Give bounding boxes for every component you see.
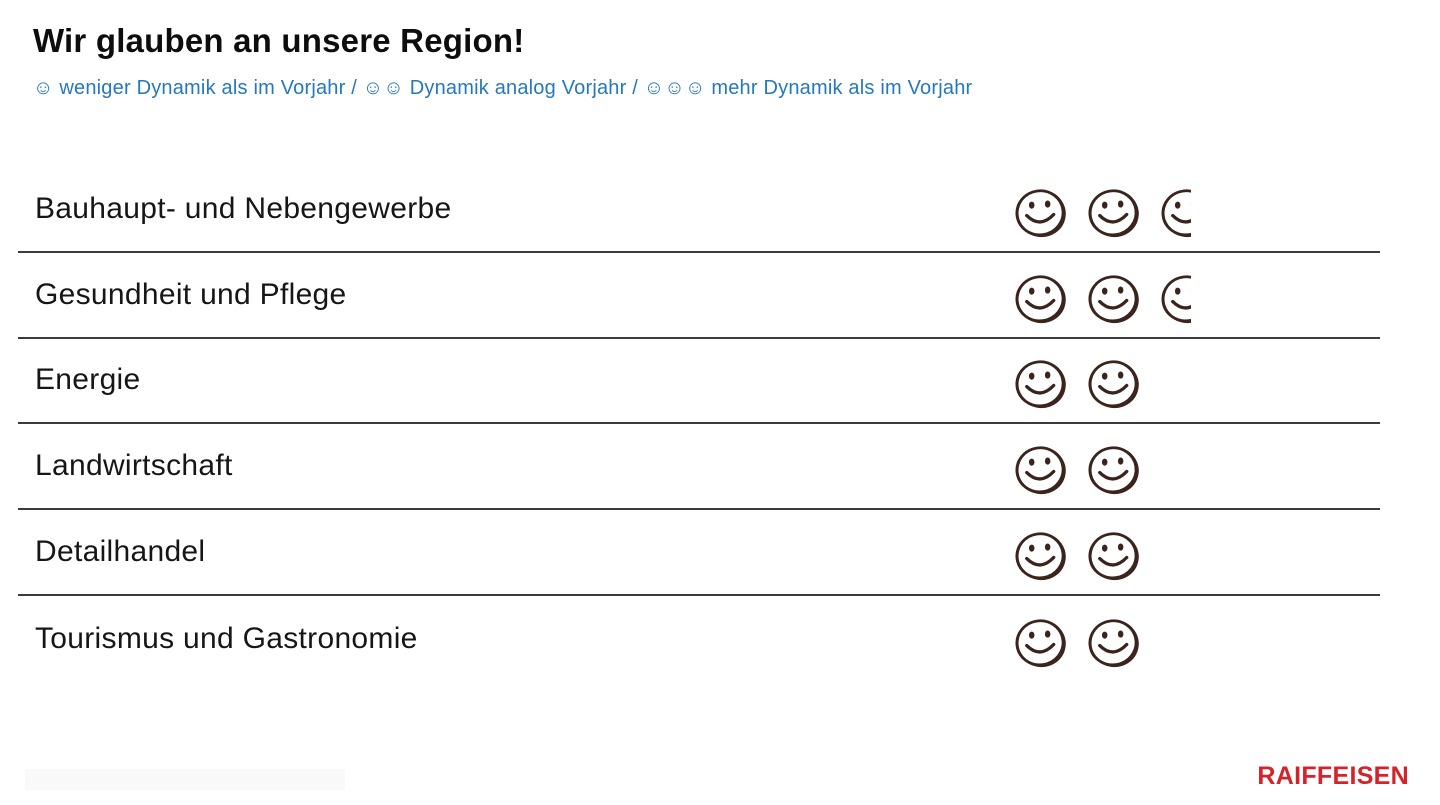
row-label: Gesundheit und Pflege bbox=[35, 277, 347, 311]
row-smileys bbox=[1013, 270, 1191, 325]
smiley-icon bbox=[1013, 270, 1068, 325]
smiley-icon bbox=[1159, 185, 1191, 240]
table-row bbox=[18, 424, 1380, 510]
table-row bbox=[18, 167, 1380, 253]
smiley-icon bbox=[1013, 356, 1068, 411]
row-label: Landwirtschaft bbox=[35, 449, 233, 483]
rating-legend: ☺ weniger Dynamik als im Vorjahr / ☺☺ Dynamik analog Vorjahr / ☺☺☺ mehr Dynamik als im Vorjahr bbox=[33, 77, 973, 99]
smiley-icon bbox=[1013, 442, 1068, 497]
smiley-icon bbox=[1086, 185, 1141, 240]
smiley-icon bbox=[1013, 615, 1068, 670]
table-row bbox=[18, 339, 1380, 425]
row-smileys bbox=[1013, 615, 1141, 670]
row-label: Tourismus und Gastronomie bbox=[35, 621, 418, 655]
smiley-icon bbox=[1086, 442, 1141, 497]
row-smileys bbox=[1013, 442, 1141, 497]
smiley-icon bbox=[1159, 270, 1191, 325]
table-row bbox=[18, 510, 1380, 596]
faded-source-note bbox=[25, 769, 345, 790]
row-label: Energie bbox=[35, 363, 141, 397]
sectors-table bbox=[18, 167, 1380, 682]
row-smileys bbox=[1013, 528, 1141, 583]
smiley-icon bbox=[1086, 270, 1141, 325]
row-label: Detailhandel bbox=[35, 535, 206, 569]
table-row bbox=[18, 253, 1380, 339]
smiley-icon bbox=[1013, 185, 1068, 240]
row-label: Bauhaupt- und Nebengewerbe bbox=[35, 191, 452, 225]
smiley-icon bbox=[1086, 356, 1141, 411]
table-row bbox=[18, 596, 1380, 682]
raiffeisen-logo: RAIFFEISEN bbox=[1257, 762, 1409, 790]
smiley-icon bbox=[1086, 615, 1141, 670]
row-smileys bbox=[1013, 356, 1141, 411]
smiley-icon bbox=[1086, 528, 1141, 583]
row-smileys bbox=[1013, 185, 1191, 240]
smiley-icon bbox=[1013, 528, 1068, 583]
page-title: Wir glauben an unsere Region! bbox=[33, 22, 525, 59]
